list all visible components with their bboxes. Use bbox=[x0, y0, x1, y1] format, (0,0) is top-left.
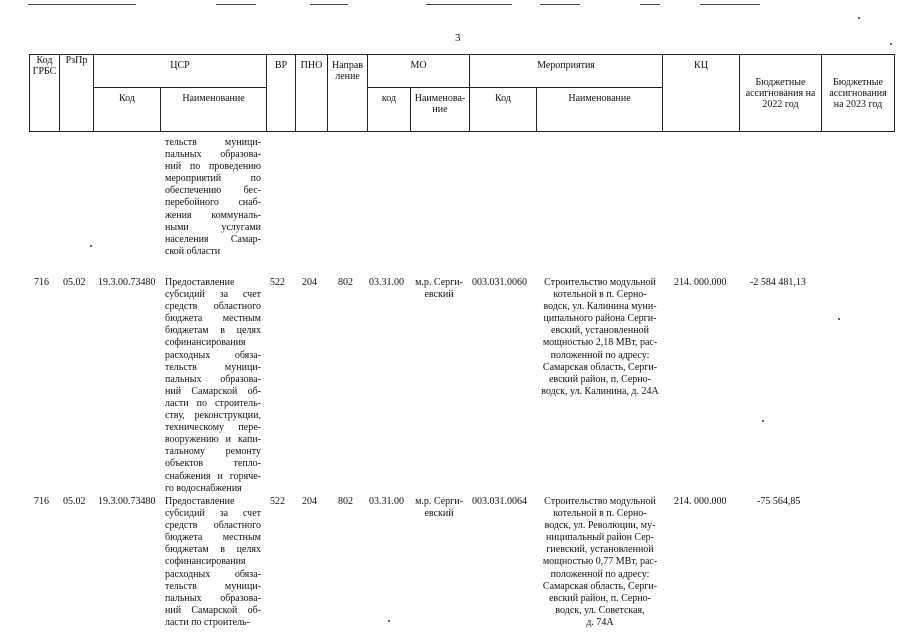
top-edge-line bbox=[310, 4, 348, 5]
row-budget-2022: -75 564,85 bbox=[757, 496, 801, 507]
scan-speck bbox=[838, 318, 840, 320]
text-line: мощностью 0,77 МВт, рас- bbox=[542, 556, 658, 568]
text-line: положенной по адресу: bbox=[550, 349, 650, 361]
row-mer-kod: 003.031.0060 bbox=[472, 277, 527, 288]
row-napr: 802 bbox=[338, 496, 353, 507]
col-meropriyatiya: Мероприятия bbox=[470, 55, 663, 88]
top-edge-line bbox=[540, 4, 580, 5]
text-line: техническому пере- bbox=[165, 422, 261, 434]
col-csr: ЦСР bbox=[94, 55, 267, 88]
text-line: тельств муници- bbox=[165, 580, 261, 592]
text-line: гиевский, установленной bbox=[546, 544, 654, 556]
text-line: котельной в п. Серно- bbox=[553, 289, 647, 301]
text-line: ниципальный район Сер- bbox=[546, 532, 654, 544]
text-line: евский, установленной bbox=[551, 325, 649, 337]
col-napravlenie: Направ ление bbox=[328, 55, 368, 132]
text-line: ству, реконструкции, bbox=[165, 410, 261, 422]
text-line: го водоснабжения bbox=[165, 482, 242, 494]
col-pno: ПНО bbox=[296, 55, 328, 132]
row-rzpr: 05.02 bbox=[63, 496, 86, 507]
text-line: обеспечению бес- bbox=[165, 185, 261, 197]
text-line: водск, ул. Калинина муни- bbox=[543, 301, 657, 313]
text-line: Предоставление bbox=[165, 496, 235, 507]
text-line: котельной в п. Серно- bbox=[553, 508, 647, 520]
row-pno: 204 bbox=[302, 277, 317, 288]
text-line: водск, ул. Советская, bbox=[555, 604, 645, 616]
text-line: Предоставление bbox=[165, 277, 235, 288]
row-napr: 802 bbox=[338, 277, 353, 288]
text-line: Строительство модульной bbox=[544, 496, 656, 507]
text-line: софинансирования bbox=[165, 337, 246, 349]
text-line: расходных обяза- bbox=[165, 349, 261, 361]
row-mer-name bbox=[538, 277, 662, 398]
row-mo-kod: 03.31.00 bbox=[369, 277, 404, 288]
text-line: ний Самарской об- bbox=[165, 604, 261, 616]
text-line: бюджетам в целях bbox=[165, 544, 261, 556]
text-line: пальных образова- bbox=[165, 373, 261, 385]
row-csr: 19.3.00.73480 bbox=[98, 496, 156, 507]
text-line: перебойного снаб- bbox=[165, 197, 261, 209]
text-line: евский район, п. Серно- bbox=[548, 373, 651, 385]
col-budget-2023: Бюджетные ассигнования на 2023 год bbox=[822, 55, 895, 132]
text-line: евский bbox=[424, 289, 454, 301]
text-line: тельств муници- bbox=[165, 137, 261, 148]
text-line: объектов тепло- bbox=[165, 458, 261, 470]
text-line: субсидий за счет bbox=[165, 289, 261, 301]
text-line: ласти по строитель- bbox=[165, 397, 261, 409]
row-mo-kod: 03.31.00 bbox=[369, 496, 404, 507]
row-rzpr: 05.02 bbox=[63, 277, 86, 288]
row-mo-name bbox=[409, 277, 469, 301]
text-line: тальному ремонту bbox=[165, 446, 261, 458]
text-line: ний Самарской об- bbox=[165, 385, 261, 397]
col-mo-kod: код bbox=[368, 88, 411, 132]
text-line: вооружению и капи- bbox=[165, 434, 261, 446]
col-csr-name: Наименование bbox=[161, 88, 267, 132]
top-edge-line bbox=[426, 4, 512, 5]
scan-speck bbox=[890, 43, 892, 45]
text-line: средств областного bbox=[165, 301, 261, 313]
col-mo: МО bbox=[368, 55, 470, 88]
col-kod-grbs: Код ГРБС bbox=[30, 55, 60, 132]
scan-speck bbox=[90, 245, 92, 247]
row-grbs: 716 bbox=[34, 277, 49, 288]
text-line: пальных образова- bbox=[165, 149, 261, 161]
col-mer-name: Наименование bbox=[537, 88, 663, 132]
text-line: м.р. Серги- bbox=[415, 277, 463, 288]
row-mo-name bbox=[409, 496, 469, 520]
col-mo-name: Наименова- ние bbox=[411, 88, 470, 132]
text-line: субсидий за счет bbox=[165, 508, 261, 520]
text-line: положенной по адресу: bbox=[550, 568, 650, 580]
row-mer-kod: 003.031.0064 bbox=[472, 496, 527, 507]
text-line: расходных обяза- bbox=[165, 568, 261, 580]
text-line: Самарская область, Серги- bbox=[542, 580, 658, 592]
text-line: ципального района Серги- bbox=[543, 313, 657, 325]
row-csr-name bbox=[165, 277, 261, 495]
col-budget-2022: Бюджетные ассигнования на 2022 год bbox=[740, 55, 822, 132]
text-line: евский район, п. Серно- bbox=[548, 592, 651, 604]
table-header bbox=[29, 54, 895, 132]
continuation-text bbox=[165, 137, 261, 258]
scan-speck bbox=[762, 420, 764, 422]
row-csr: 19.3.00.73480 bbox=[98, 277, 156, 288]
row-grbs: 716 bbox=[34, 496, 49, 507]
text-line: снабжения и горяче- bbox=[165, 470, 261, 482]
top-edge-line bbox=[216, 4, 256, 5]
text-line: тельств муници- bbox=[165, 361, 261, 373]
row-kc: 214. 000.000 bbox=[674, 277, 727, 288]
top-edge-line bbox=[640, 4, 660, 5]
row-kc: 214. 000.000 bbox=[674, 496, 727, 507]
col-vr: ВР bbox=[267, 55, 296, 132]
text-line: мощностью 2,18 МВт, рас- bbox=[542, 337, 658, 349]
text-line: бюджета местным bbox=[165, 313, 261, 325]
row-vr: 522 bbox=[270, 496, 285, 507]
page-number: 3 bbox=[455, 32, 461, 44]
row-mer-name bbox=[538, 496, 662, 629]
text-line: ской области bbox=[165, 245, 221, 257]
text-line: евский bbox=[424, 508, 454, 520]
row-pno: 204 bbox=[302, 496, 317, 507]
text-line: пальных образова- bbox=[165, 592, 261, 604]
top-edge-line bbox=[700, 4, 760, 5]
text-line: ными услугами bbox=[165, 221, 261, 233]
text-line: ний по проведению bbox=[165, 161, 261, 173]
row-csr-name bbox=[165, 496, 261, 629]
text-line: ласти по строитель- bbox=[165, 616, 250, 628]
col-rzpr: РзПр bbox=[60, 55, 94, 132]
row-budget-2022: -2 584 481,13 bbox=[750, 277, 806, 288]
scan-speck bbox=[858, 17, 860, 19]
col-kc: КЦ bbox=[663, 55, 740, 132]
col-csr-kod: Код bbox=[94, 88, 161, 132]
text-line: м.р. Серги- bbox=[415, 496, 463, 507]
text-line: населения Самар- bbox=[165, 233, 261, 245]
text-line: мероприятий по bbox=[165, 173, 261, 185]
text-line: бюджетам в целях bbox=[165, 325, 261, 337]
scan-speck bbox=[388, 620, 390, 622]
top-edge-line bbox=[28, 4, 136, 5]
col-mer-kod: Код bbox=[470, 88, 537, 132]
text-line: средств областного bbox=[165, 520, 261, 532]
text-line: жения коммуналь- bbox=[165, 209, 261, 221]
text-line: водск, ул. Калинина, д. 24А bbox=[541, 385, 659, 397]
text-line: софинансирования bbox=[165, 556, 246, 568]
text-line: д. 74А bbox=[586, 616, 614, 628]
row-vr: 522 bbox=[270, 277, 285, 288]
text-line: Строительство модульной bbox=[544, 277, 656, 288]
text-line: Самарская область, Серги- bbox=[542, 361, 658, 373]
text-line: водск, ул. Революции, му- bbox=[544, 520, 656, 532]
text-line: бюджета местным bbox=[165, 532, 261, 544]
